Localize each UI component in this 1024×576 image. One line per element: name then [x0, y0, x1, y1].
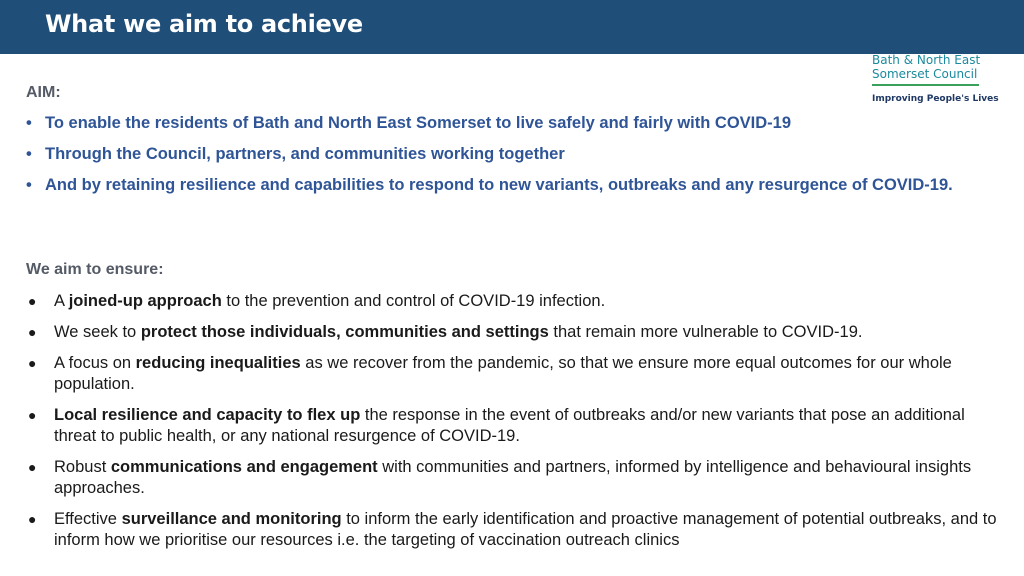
- ensure-item-pre: Robust: [54, 458, 111, 476]
- aim-item-text: To enable the residents of Bath and North East Somerset to live safely and fairly with COVID-19: [45, 114, 792, 132]
- aim-heading: AIM:: [26, 84, 61, 101]
- bullet-icon: •: [26, 114, 32, 132]
- aim-item-text: And by retaining resilience and capabilities to respond to new variants, outbreaks and any resurgence of COVID-19.: [45, 176, 953, 194]
- ensure-item-bold: surveillance and monitoring: [121, 510, 342, 528]
- bullet-icon: ●: [28, 355, 37, 371]
- aim-list: [26, 113, 996, 206]
- logo-line-2: Somerset Council: [872, 67, 978, 81]
- bullet-icon: •: [26, 145, 32, 163]
- bullet-icon: •: [26, 176, 32, 194]
- aim-item: [26, 175, 996, 196]
- ensure-item-post: as we recover from the pandemic, so that we ensure more equal outcomes for our whole population.: [54, 354, 952, 393]
- bullet-icon: ●: [28, 407, 37, 423]
- bullet-icon: ●: [28, 324, 37, 340]
- bullet-icon: ●: [28, 293, 37, 309]
- ensure-heading: We aim to ensure:: [26, 261, 164, 278]
- ensure-item-post: with communities and partners, informed by intelligence and behavioural insights approaches.: [54, 458, 972, 497]
- ensure-item-bold: joined-up approach: [68, 292, 222, 310]
- ensure-item-post: that remain more vulnerable to COVID-19.: [548, 323, 863, 341]
- aim-item-text: Through the Council, partners, and communities working together: [45, 145, 565, 163]
- logo-tagline: Improving People's Lives: [872, 94, 999, 104]
- ensure-item-pre: We seek to: [54, 323, 141, 341]
- council-logo: [872, 53, 999, 104]
- ensure-item: [26, 353, 1001, 395]
- ensure-item-pre: A: [54, 292, 69, 310]
- page-title: What we aim to achieve: [45, 10, 363, 38]
- ensure-item: [26, 509, 1001, 551]
- ensure-item-bold: communications and engagement: [110, 458, 378, 476]
- ensure-list: [26, 291, 1001, 561]
- ensure-item: [26, 291, 1001, 312]
- aim-item: [26, 113, 996, 134]
- aim-item: [26, 144, 996, 165]
- ensure-item: [26, 322, 1001, 343]
- ensure-item-bold: reducing inequalities: [135, 354, 301, 372]
- ensure-item-post: to the prevention and control of COVID-19 infection.: [221, 292, 606, 310]
- ensure-item-pre: A focus on: [54, 354, 136, 372]
- ensure-item-bold: Local resilience and capacity to flex up: [54, 406, 361, 424]
- bullet-icon: ●: [28, 459, 37, 475]
- logo-line-1: Bath & North East: [872, 53, 981, 67]
- bullet-icon: ●: [28, 511, 37, 527]
- title-bar: [0, 0, 1024, 54]
- ensure-item-post: the response in the event of outbreaks and/or new variants that pose an additional threat to public health, or any national resurgence of COVID-19.: [54, 406, 965, 445]
- logo-divider: [872, 84, 979, 86]
- ensure-item: [26, 457, 1001, 499]
- ensure-item-pre: Effective: [54, 510, 122, 528]
- ensure-item: [26, 405, 1001, 447]
- ensure-item-bold: protect those individuals, communities and settings: [140, 323, 549, 341]
- ensure-item-post: to inform the early identification and proactive management of potential outbreaks, and to inform how we prioritise our resources i.e. the targeting of vaccination outreach clinics: [54, 510, 997, 549]
